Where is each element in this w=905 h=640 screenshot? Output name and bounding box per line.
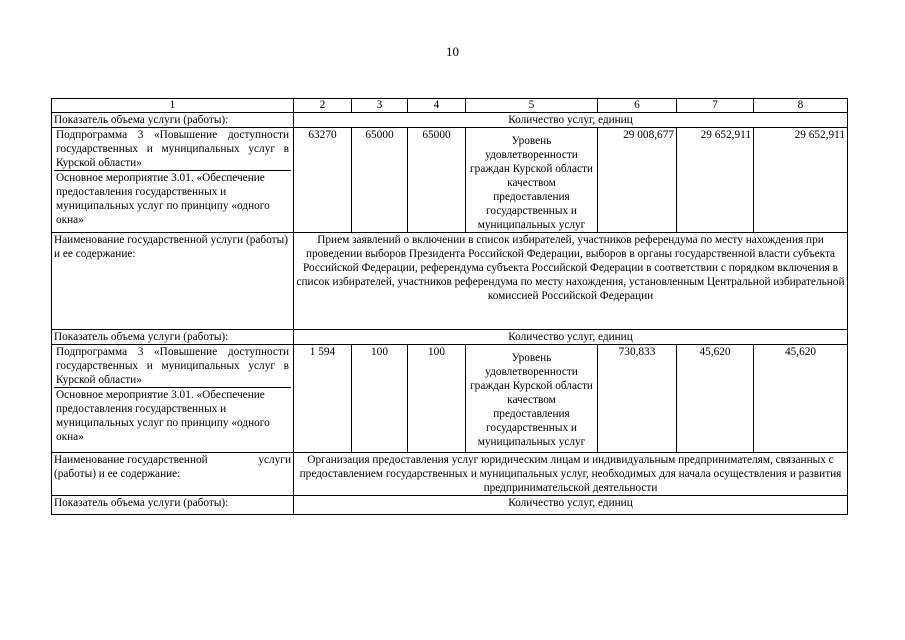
service-label-right: услуги (258, 454, 291, 466)
column-header: 7 (677, 99, 754, 113)
value-col-6: 29 008,677 (598, 128, 677, 233)
service-label-line (54, 453, 291, 467)
subprogram-text: Подпрограмма 3 «Повышение доступности государственных и муниципальных услуг в Курской области» (56, 129, 289, 169)
column-header: 5 (466, 99, 598, 113)
column-header: 4 (408, 99, 466, 113)
indicator-value: Количество услуг, единиц (294, 113, 848, 128)
subprogram-text: Подпрограмма 3 «Повышение доступности государственных и муниципальных услуг в Курской области» (56, 346, 289, 386)
service-label-left: Наименование государственной (54, 454, 208, 466)
value-col-3: 100 (352, 345, 408, 453)
measure-text: Основное мероприятие 3.01. «Обеспечение предоставления государственных и муниципальных услуг по принципу «одного окна» (54, 170, 291, 227)
column-header: 1 (52, 99, 294, 113)
service-label (52, 453, 294, 496)
data-row (52, 128, 848, 233)
indicator-row (52, 330, 848, 345)
value-col-8: 45,620 (754, 345, 848, 453)
value-col-6: 730,833 (598, 345, 677, 453)
value-col-8: 29 652,911 (754, 128, 848, 233)
service-description: Прием заявлений о включении в список избирателей, участников референдума по месту нахождения при проведении выборов Президента Российской Федерации, выборов в органы государственной власти субъекта Российской Федерации, референдума субъекта Российской Федерации в соответствии с порядком включения в список избирателей, участников референдума по месту нахождения, установленным Центральной избирательной комиссией Российской Федерации (294, 233, 848, 330)
service-label-rest: (работы) и ее содержание: (54, 468, 181, 480)
program-cell (52, 345, 294, 453)
column-header: 6 (598, 99, 677, 113)
indicator-label: Показатель объема услуги (работы): (52, 330, 294, 345)
column-header: 2 (294, 99, 352, 113)
service-row (52, 233, 848, 330)
indicator-row (52, 496, 848, 515)
indicator-label: Показатель объема услуги (работы): (52, 496, 294, 515)
service-description: Организация предоставления услуг юридическим лицам и индивидуальным предпринимателям, связанных с предоставлением государственных и муниципальных услуг, необходимых для начала осуществления и развития предпринимательской деятельности (294, 453, 848, 496)
quality-level-text: Уровень удовлетворенности граждан Курской области качеством предоставления государственных и муниципальных услуг (466, 345, 598, 453)
value-col-7: 45,620 (677, 345, 754, 453)
value-col-3: 65000 (352, 128, 408, 233)
column-header: 8 (754, 99, 848, 113)
value-col-4: 65000 (408, 128, 466, 233)
quality-level-text: Уровень удовлетворенности граждан Курской области качеством предоставления государственных и муниципальных услуг (466, 128, 598, 233)
program-cell (52, 128, 294, 233)
column-header: 3 (352, 99, 408, 113)
column-number-row (52, 99, 848, 113)
indicator-label: Показатель объема услуги (работы): (52, 113, 294, 128)
value-col-4: 100 (408, 345, 466, 453)
value-col-2: 1 594 (294, 345, 352, 453)
value-col-2: 63270 (294, 128, 352, 233)
measure-text: Основное мероприятие 3.01. «Обеспечение предоставления государственных и муниципальных услуг по принципу «одного окна» (54, 387, 291, 452)
data-row (52, 345, 848, 453)
services-table (51, 98, 848, 515)
indicator-value: Количество услуг, единиц (294, 496, 848, 515)
page-number: 10 (446, 44, 459, 59)
indicator-row (52, 113, 848, 128)
value-col-7: 29 652,911 (677, 128, 754, 233)
indicator-value: Количество услуг, единиц (294, 330, 848, 345)
service-row (52, 453, 848, 496)
service-label: Наименование государственной услуги (работы) и ее содержание: (52, 233, 294, 330)
